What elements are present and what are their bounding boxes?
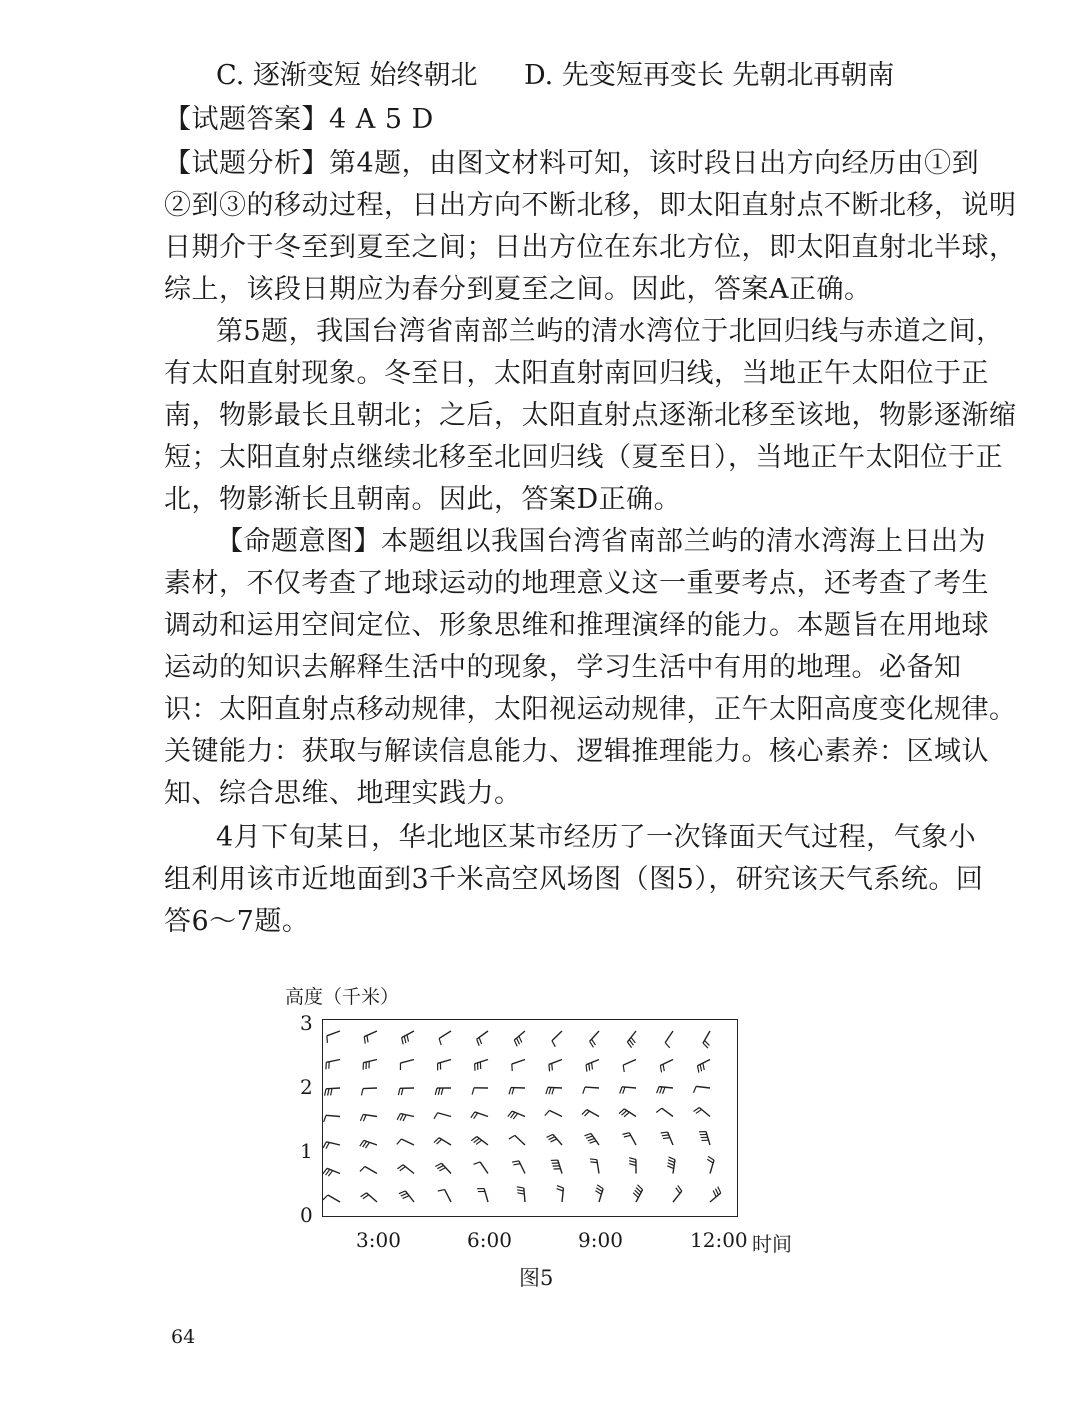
y-tick-label: 0 [300,1203,313,1227]
wind-barb-icon [590,1031,599,1047]
x-tick-label: 6:00 [467,1228,512,1252]
wind-barb-icon [551,1160,562,1173]
wind-barb-icon [472,1088,488,1095]
wind-barb-icon [477,1031,488,1046]
wind-barb-icon [547,1134,562,1145]
x-tick-label: 9:00 [578,1228,623,1252]
wind-barb-icon [398,1088,414,1095]
wind-barb-icon [326,1060,340,1070]
wind-barb-icon [434,1138,451,1145]
wind-barb-icon [514,1031,525,1046]
x-axis-unit: 时间 [752,1232,792,1256]
wind-barb-icon [360,1166,377,1173]
x-tick-label: 12:00 [690,1228,748,1252]
wind-barb-icon [710,1187,721,1202]
wind-barb-icon [699,1132,710,1145]
wind-barb-icon [438,1190,451,1202]
wind-barb-icon [552,1031,562,1047]
wind-barb-icon [475,1060,488,1071]
wind-barb-icon [434,1113,451,1119]
intent-line: 素材，不仅考查了地球运动的地理意义这一重要考点，还考查了考生 [164,568,989,599]
intent-line: 知、综合思维、地理实践力。 [164,778,522,809]
wind-barb-icon [629,1158,636,1174]
wind-barb-icon [471,1112,488,1119]
wind-barb-icon [546,1087,562,1094]
answer-line: 【试题答案】4 A 5 D [164,104,434,135]
wind-barb-icon [402,1031,414,1044]
wind-barb-icon [656,1108,673,1116]
wind-barb-icon [703,1031,710,1048]
wind-barb-icon [697,1060,710,1073]
wind-barb-icon [363,1060,377,1070]
stem-line: 答6～7题。 [164,906,310,937]
q5-line: 短；太阳直射点继续北移至北回归线（夏至日），当地正午太阳位于正 [164,442,1003,473]
wind-barb-icon [590,1159,599,1174]
intent-line: 调动和运用空间定位、形象思维和推理演绎的能力。本题旨在用地球 [164,610,989,641]
wind-barb-icon [673,1185,682,1202]
wind-barb-icon [661,1132,673,1145]
wind-barb-icon [707,1156,714,1173]
wind-barb-icon [657,1087,673,1094]
y-tick-label: 3 [300,1011,313,1035]
wind-barb-icon [360,1140,377,1148]
stem-line: 4月下旬某日，华北地区某市经历了一次锋面天气过程，气象小 [216,822,977,853]
wind-barb-icon [324,1115,340,1122]
intent-line: 【命题意图】本题组以我国台湾省南部兰屿的清水湾海上日出为 [216,526,986,557]
q5-line: 第5题，我国台湾省南部兰屿的清水湾位于北回归线与赤道之间， [216,316,1004,347]
wind-barb-icon [595,1185,603,1202]
wind-barb-icon [512,1161,525,1174]
y-tick-label: 2 [300,1075,313,1099]
wind-barb-icon [439,1031,451,1045]
wind-barb-icon [325,1088,340,1096]
page-number: 64 [171,1326,196,1348]
wind-barb-icon [623,1060,636,1073]
wind-barb-icon [438,1060,451,1071]
wind-barb-icon [509,1088,525,1095]
analysis-line: ②到③的移动过程，日出方向不断北移，即太阳直射点不断北移，说明 [164,190,1017,221]
option-c: C. 逐渐变短 始终朝北 [216,60,478,91]
intent-line: 关键能力：获取与解读信息能力、逻辑推理能力。核心素养：区域认 [164,736,989,767]
analysis-line: 日期介于冬至到夏至之间；日出方位在东北方位，即太阳直射北半球， [164,232,1017,263]
wind-barb-icon [694,1108,710,1117]
wind-barb-icon [582,1110,599,1117]
wind-barb-icon [323,1168,340,1176]
wind-barb-icon [557,1186,564,1202]
wind-barb-icon [361,1088,377,1095]
analysis-line: 综上，该段日期应为春分到夏至之间。因此，答案A正确。 [164,274,872,305]
wind-barb-icon [397,1165,414,1174]
wind-barb-icon [549,1060,562,1072]
wind-barb-icon [360,1114,377,1121]
wind-barb-icon [435,1088,451,1095]
wind-barb-icon [622,1133,636,1145]
wind-barb-icon [327,1031,340,1043]
wind-barb-icon [619,1109,636,1117]
wind-barb-icon [586,1060,599,1072]
wind-barb-icon [477,1189,488,1202]
x-tick-label: 3:00 [356,1228,401,1252]
option-d: D. 先变短再变长 先朝北再朝南 [524,60,895,91]
wind-barb-icon [397,1114,414,1121]
wind-barb-icon [665,1031,673,1048]
intent-line: 识：太阳直射点移动规律，太阳视运动规律，正午太阳高度变化规律。 [164,694,1017,725]
y-tick-label: 1 [300,1139,313,1163]
q5-line: 北，物影渐长且朝南。因此，答案D正确。 [164,484,682,515]
wind-barb-icon [323,1142,340,1149]
wind-barb-icon [694,1086,710,1093]
wind-barb-icon [667,1157,675,1174]
wind-barb-icon [633,1185,642,1202]
wind-barb-icon [583,1087,599,1094]
wind-barb-icon [399,1191,414,1202]
wind-barb-icon [364,1031,377,1044]
figure-y-axis-label: 高度（千米） [285,986,400,1008]
wind-barb-icon [471,1137,488,1145]
wind-barb-icon [545,1110,562,1116]
wind-barb-icon [627,1031,636,1048]
wind-barb-icon [435,1163,451,1173]
wind-barb-icon [361,1193,377,1202]
q5-line: 有太阳直射现象。冬至日，太阳直射南回归线，当地正午太阳位于正 [164,358,989,389]
wind-barb-icon [660,1060,673,1073]
stem-line: 组利用该市近地面到3千米高空风场图（图5），研究该天气系统。回 [164,864,984,895]
wind-barb-icon [397,1139,414,1145]
wind-barb-icon [323,1195,340,1202]
wind-barb-icon [584,1133,599,1145]
wind-barb-icon [512,1060,525,1072]
wind-barb-icon [517,1187,525,1202]
wind-barb-icon [400,1060,414,1071]
wind-barb-icon [473,1162,488,1174]
wind-barb-icon [620,1087,636,1094]
analysis-line: 【试题分析】第4题，由图文材料可知，该时段日出方向经历由①到 [164,148,980,179]
wind-barb-icon [508,1111,525,1119]
intent-line: 运动的知识去解释生活中的现象，学习生活中有用的地理。必备知 [164,652,962,683]
q5-line: 南，物影最长且朝北；之后，太阳直射点逐渐北移至该地，物影逐渐缩 [164,400,1017,431]
wind-barbs [322,1019,738,1217]
figure-caption: 图5 [519,1266,554,1290]
wind-barb-icon [509,1135,525,1145]
